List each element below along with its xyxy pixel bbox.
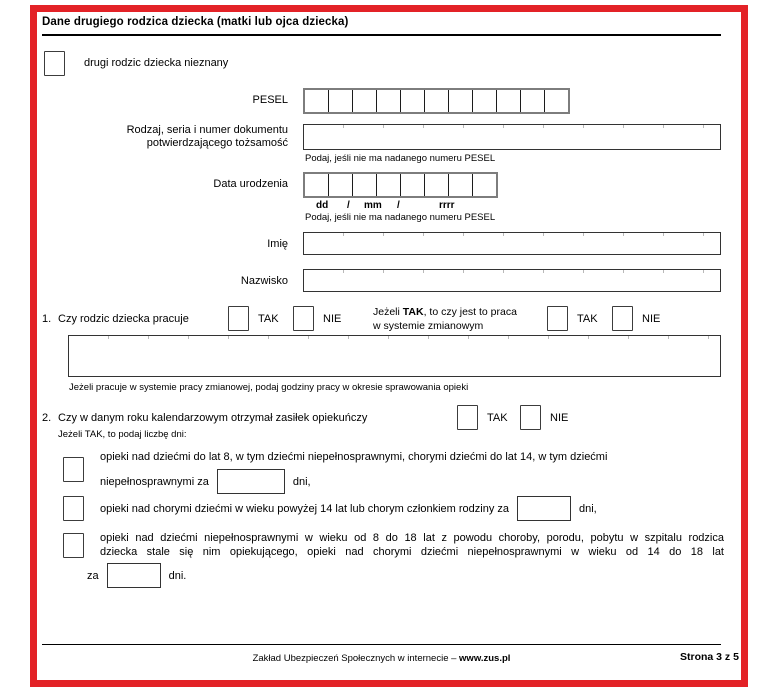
last-name-label: Nazwisko	[240, 275, 288, 287]
comb-cell[interactable]	[473, 174, 496, 196]
q1-work-no-checkbox[interactable]	[293, 306, 314, 331]
comb-cell[interactable]	[449, 174, 473, 196]
q2-benefit-no-label: NIE	[550, 412, 569, 424]
question-1-text: Czy rodzic dziecka pracuje	[58, 313, 189, 325]
q1-shift-no-checkbox[interactable]	[612, 306, 633, 331]
format-rrrr: rrrr	[439, 200, 455, 211]
document-number-input[interactable]	[303, 124, 721, 150]
q1-work-no-label: NIE	[323, 313, 342, 325]
comb-cell[interactable]	[377, 90, 401, 112]
birth-date-helper: Podaj, jeśli nie ma nadanego numeru PESEL	[305, 212, 496, 223]
comb-cell[interactable]	[329, 174, 353, 196]
first-name-label: Imię	[267, 238, 288, 250]
comb-cell[interactable]	[305, 90, 329, 112]
format-mm: mm	[364, 200, 382, 211]
pesel-comb[interactable]	[303, 88, 570, 114]
comb-cell[interactable]	[329, 90, 353, 112]
comb-cell[interactable]	[449, 90, 473, 112]
comb-cell[interactable]	[425, 174, 449, 196]
care-item-1-text: opieki nad dziećmi do lat 8, w tym dziećmi niepełnosprawnymi, chorymi dziećmi do lat 14, w tym dziećmi niepełnosprawnymi za dni,	[100, 448, 724, 494]
work-hours-textarea[interactable]	[68, 335, 721, 377]
comb-cell[interactable]	[497, 90, 521, 112]
q1-shift-yes-label: TAK	[577, 313, 598, 325]
page-indicator: Strona 3 z 5	[680, 651, 739, 663]
q1-work-yes-checkbox[interactable]	[228, 306, 249, 331]
comb-cell[interactable]	[425, 90, 449, 112]
care-item-2-text: opieki nad chorymi dziećmi w wieku powyżej 14 lat lub chorym członkiem rodziny za dni,	[100, 496, 724, 521]
q2-benefit-yes-checkbox[interactable]	[457, 405, 478, 430]
care-item-1-checkbox[interactable]	[63, 457, 84, 482]
unknown-parent-label: drugi rodzic dziecka nieznany	[84, 57, 229, 69]
q2-benefit-yes-label: TAK	[487, 412, 508, 424]
comb-cell[interactable]	[353, 90, 377, 112]
comb-cell[interactable]	[545, 90, 568, 112]
q1-work-yes-label: TAK	[258, 313, 279, 325]
days-item-3-input[interactable]	[107, 563, 161, 588]
comb-cell[interactable]	[305, 174, 329, 196]
format-slash: /	[397, 200, 400, 211]
question-2-number: 2.	[42, 412, 52, 424]
pesel-label: PESEL	[252, 94, 288, 106]
comb-cell[interactable]	[353, 174, 377, 196]
document-label: Rodzaj, seria i numer dokumentu potwierdzającego tożsamość	[126, 124, 288, 149]
footer-divider	[42, 644, 721, 645]
care-item-2	[42, 496, 726, 523]
care-item-1	[42, 448, 726, 496]
document-helper: Podaj, jeśli nie ma nadanego numeru PESEL	[305, 153, 496, 164]
birth-date-comb[interactable]	[303, 172, 498, 198]
birth-date-label: Data urodzenia	[213, 178, 288, 190]
last-name-input[interactable]	[303, 269, 721, 292]
care-item-3-text: opieki nad dziećmi niepełnosprawnymi w wieku od 8 do 18 lat z powodu choroby, porodu, pobytu w szpitalu rodzica dziecka stale się nim opiekującego, opieki nad chorymi dziećmi niepełnosprawnymi w wieku od 14 do 18 lat za dni.	[100, 531, 724, 588]
comb-cell[interactable]	[401, 174, 425, 196]
care-item-3-checkbox[interactable]	[63, 533, 84, 558]
format-slash: /	[347, 200, 350, 211]
question-1-row	[42, 303, 726, 337]
question-2-text: Czy w danym roku kalendarzowym otrzymał zasiłek opiekuńczy	[58, 412, 368, 424]
comb-cell[interactable]	[377, 174, 401, 196]
q1-shift-no-label: NIE	[642, 313, 661, 325]
days-item-2-input[interactable]	[517, 496, 571, 521]
q2-benefit-no-checkbox[interactable]	[520, 405, 541, 430]
comb-cell[interactable]	[473, 90, 497, 112]
unknown-parent-checkbox[interactable]	[44, 51, 65, 76]
question-1-number: 1.	[42, 313, 52, 325]
zus-url: www.zus.pl	[459, 653, 511, 664]
first-name-input[interactable]	[303, 232, 721, 255]
q2-instruction: Jeżeli TAK, to podaj liczbę dni:	[58, 429, 187, 440]
work-hours-helper: Jeżeli pracuje w systemie pracy zmianowej, podaj godziny pracy w okresie sprawowania opieki	[69, 382, 469, 393]
section-title: Dane drugiego rodzica dziecka (matki lub ojca dziecka)	[42, 16, 721, 36]
q1-shift-yes-checkbox[interactable]	[547, 306, 568, 331]
care-item-3	[42, 531, 726, 591]
format-dd: dd	[316, 200, 329, 211]
care-item-2-checkbox[interactable]	[63, 496, 84, 521]
form-content	[42, 0, 739, 690]
days-item-1-input[interactable]	[217, 469, 285, 494]
comb-cell[interactable]	[401, 90, 425, 112]
q1-conditional-text: Jeżeli TAK, to czy jest to praca w systemie zmianowym	[373, 306, 517, 332]
comb-cell[interactable]	[521, 90, 545, 112]
birth-date-format	[303, 200, 503, 212]
footer-text: Zakład Ubezpieczeń Społecznych w internecie – www.zus.pl	[252, 653, 511, 664]
